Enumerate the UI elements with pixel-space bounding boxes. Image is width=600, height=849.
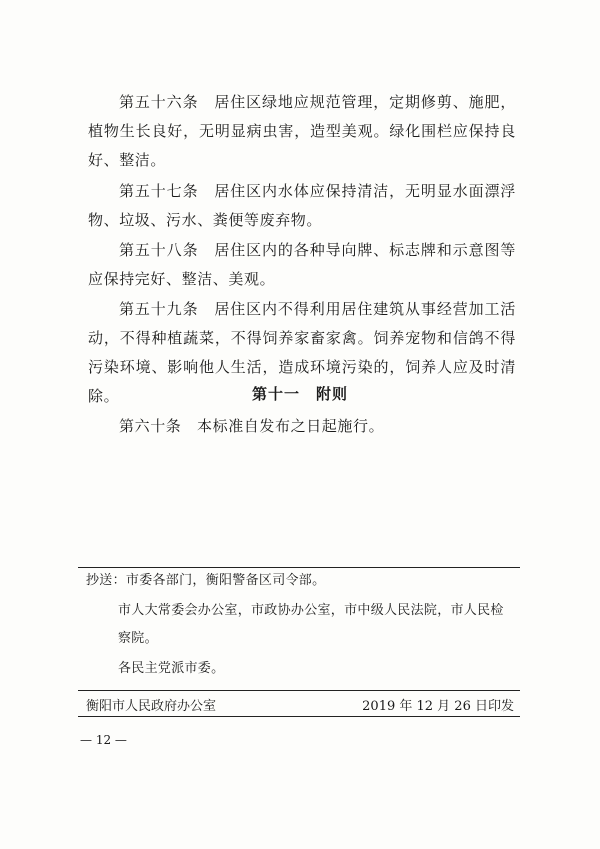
page-number: — 12 — — [80, 733, 127, 747]
issuer-name: 衡阳市人民政府办公室 — [86, 699, 217, 714]
cc-line-1: 抄送：市委各部门，衡阳警备区司令部。 — [86, 573, 326, 588]
cc-line-3: 察院。 — [118, 631, 158, 646]
divider-middle — [78, 690, 520, 691]
cc-line-4: 各民主党派市委。 — [118, 661, 225, 676]
article-57: 第五十七条 居住区内水体应保持清洁，无明显水面漂浮物、垃圾、污水、粪便等废弃物。 — [88, 182, 516, 229]
issue-date: 2019 年 12 月 26 日印发 — [362, 699, 514, 714]
article-60: 第六十条 本标准自发布之日起施行。 — [119, 417, 385, 435]
divider-bottom — [78, 716, 520, 717]
article-58: 第五十八条 居住区内的各种导向牌、标志牌和示意图等应保持完好、整洁、美观。 — [88, 241, 516, 288]
chapter-heading: 第十一 附则 — [251, 385, 348, 403]
cc-line-2: 市人大常委会办公室，市政协办公室，市中级人民法院，市人民检 — [118, 603, 504, 618]
article-56: 第五十六条 居住区绿地应规范管理，定期修剪、施肥，植物生长良好，无明显病虫害，造型美观。绿化围栏应保持良好、整洁。 — [88, 93, 516, 169]
article-59: 第五十九条 居住区内不得利用居住建筑从事经营加工活动，不得种植蔬菜，不得饲养家畜家禽。饲养宠物和信鸽不得污染环境、影响他人生活，造成环境污染的，饲养人应及时清除。 — [88, 300, 516, 405]
